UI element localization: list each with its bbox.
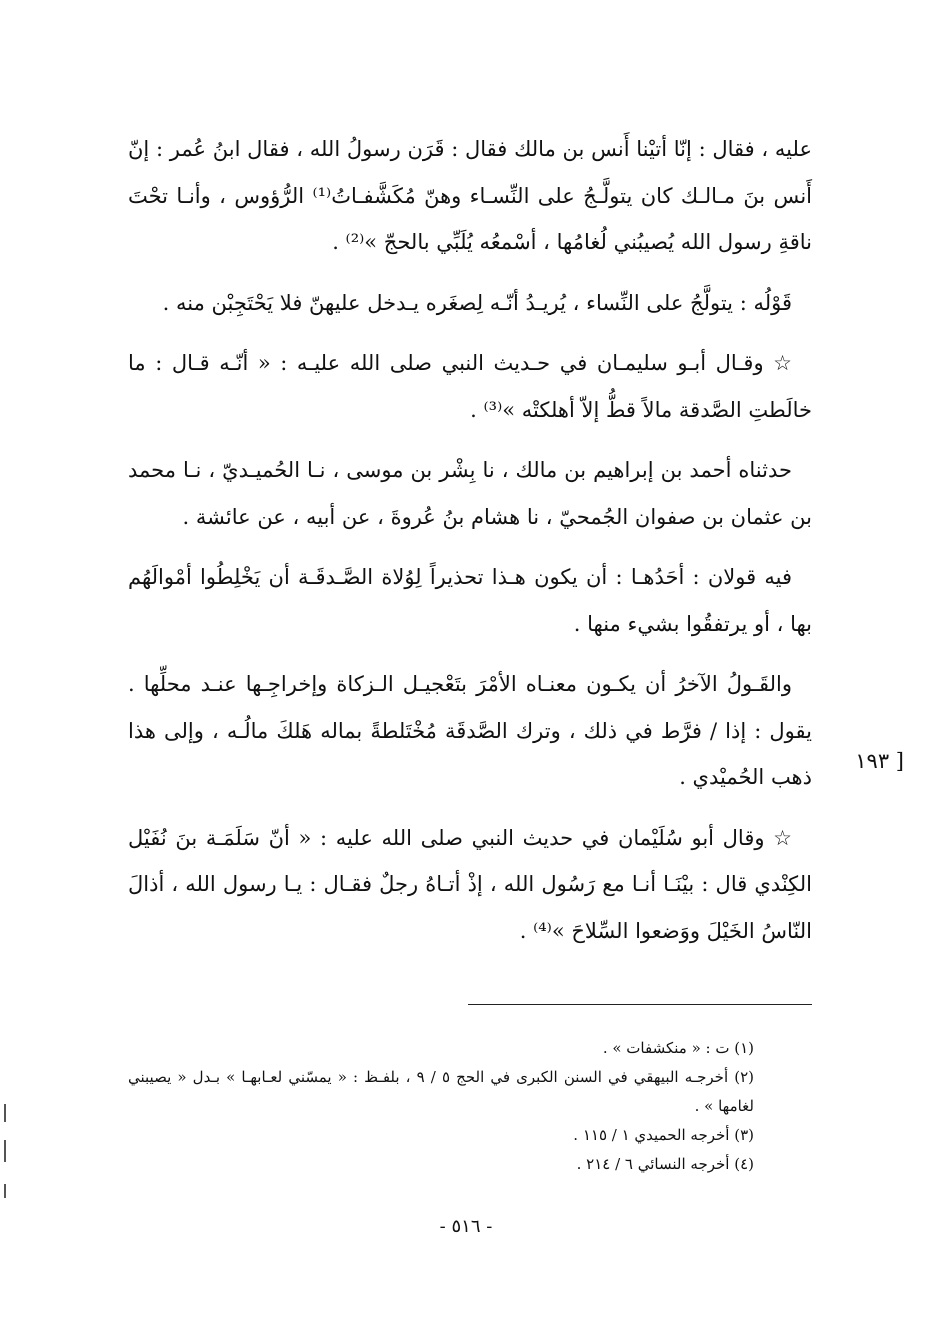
scan-edge-mark [4,1140,6,1162]
footnotes [128,1034,812,1179]
page-number: - ٥١٦ - [439,1216,493,1237]
paragraph-4: حدثناه أحمد بن إبراهيم بن مالك ، نا بِشْر بن موسى ، نـا الحُميـديّ ، نـا محمد بن عثمان بن صفوان الجُمحيّ ، نا هشام بنُ عُروةَ ، عن أبيه ، عن عائشة . [128,458,812,529]
main-text [128,126,812,968]
footnote-4: (٤) أخرجه النسائي ٦ / ٢١٤ . [576,1155,754,1173]
footnote-1: (١) ت : « منكشفات » . [602,1039,754,1057]
paragraph-5: فيه قولان : أحَدُهـا : أن يكون هـذا تحذيراً لِوُلاة الصَّـدقَـة أن يَخْلِطُوا أمْوالَهُم بها ، أو يرتفقُوا بشيء منها . [128,565,812,636]
paragraph-1: عليه ، فقال : إنّا أتيْنا أَنس بن مالك فقال : قَرَن رسولُ الله ، فقال ابنُ عُمر : إنّ أَنس بنَ مـالـك كان يتولَّـجُ على النِّسـاء وهنّ مُكَشَّفـاتُ⁽¹⁾ الرُّؤوس ، وأنـا تحْتَ ناقةِ رسول الله يُصيبُني لُغامُها ، أسْمعُه يُلَبِّي بالحجّ »⁽²⁾ . [128,137,812,254]
margin-page-marker: [ ١٩٣ [855,749,904,773]
footnote-separator [468,1004,812,1005]
scan-edge-mark [4,1104,6,1122]
scan-edge-mark [4,1184,6,1198]
footnote-3: (٣) أخرجه الحميدي ١ / ١١٥ . [573,1126,754,1144]
paragraph-6: والقَـولُ الآخرُ أن يكـون معنـاه الأمْرَ بتَعْجيـل الـزكاة وإخراجِـها عنـد محلِّها . يقول : إذا / فرَّط في ذلك ، وترك الصَّدقَة مُخْتَلطةً بماله هَلكَ مالُـه ، وإلى هذا ذهب الحُميْدي . [128,672,812,789]
paragraph-2: قَوْلُه : يتولَّجُ على النِّساء ، يُريـدُ أنّـه لِصغَره يـدخل عليهنّ فلا يَحْتَجِبْن منه . [162,290,792,315]
paragraph-7: ☆ وقال أبو سُلَيْمان في حديث النبي صلى الله عليه : « أنّ سَلَمَـة بنَ نُفَيْل الكِنْدي قال : بيْنَـا أنـا مع رَسُول الله ، إذْ أتـاهُ رجلٌ فقـال : يـا رسول الله ، أذالَ النّاسُ الخَيْلَ ووَضعوا السِّلاحَ »⁽⁴⁾ . [128,825,812,943]
footnote-2: (٢) أخرجـه البيهقي في السنن الكبرى في الحج ٥ / ٩ ، بلفـظ : « يمسّني لعـابهـا » بـدل « يصيبني لغامها » . [128,1068,755,1115]
paragraph-3: ☆ وقـال أبـو سليمـان في حـديث النبي صلى الله عليـه : « أنّـه قـال : ما خالَطتِ الصَّدقة مالاً قطُّ إلاّ أهلكتْه »⁽³⁾ . [128,351,812,422]
